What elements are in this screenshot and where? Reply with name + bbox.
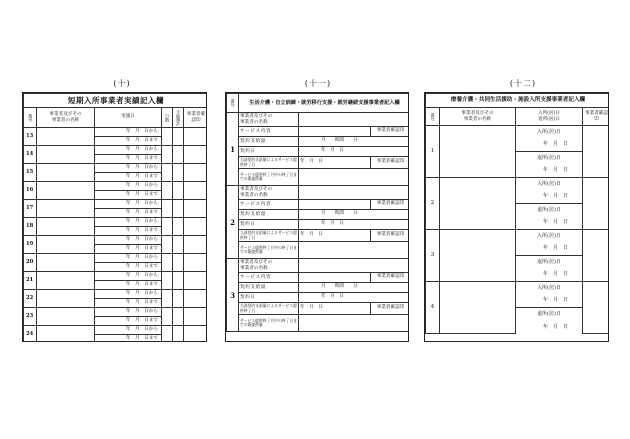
confirm-stamp-field[interactable] <box>583 282 610 334</box>
confirm-stamp-label: 事業者確認印 <box>371 127 410 137</box>
table-row <box>227 113 410 127</box>
col-header-provider: 事業者及びその 事業者の名称 <box>440 108 516 126</box>
table-row <box>227 242 410 259</box>
provider-name-field[interactable] <box>37 146 95 164</box>
confirm-stamp-label: 事業者確認印 <box>371 303 410 315</box>
days-field[interactable] <box>162 290 173 308</box>
table-row <box>227 315 410 332</box>
date-to-field[interactable]: 年 月 日まで <box>95 245 162 254</box>
table-row <box>24 164 208 173</box>
table-row <box>227 283 410 293</box>
table-row <box>24 200 208 209</box>
col-header-confirm: 事業者確認印 <box>583 108 610 126</box>
move-in-label: 入所(居)日 <box>516 126 583 139</box>
label-name: 事業者及びその 事業者の名称 <box>239 113 299 127</box>
table-row <box>426 282 610 295</box>
amount-field[interactable]: 月 時間 分 <box>299 283 410 293</box>
confirm-stamp-field[interactable] <box>184 128 208 146</box>
provider-name-field[interactable] <box>37 290 95 308</box>
confirm-stamp-field[interactable] <box>184 200 208 218</box>
total-field[interactable] <box>173 236 184 254</box>
confirm-stamp-label: 事業者確認印 <box>371 200 410 210</box>
service-field[interactable] <box>299 273 371 283</box>
table-row <box>227 186 410 200</box>
date-to-field[interactable]: 年 月 日まで <box>95 335 162 343</box>
provider-name-field[interactable] <box>440 178 516 230</box>
label-end-date: 当該契約支給量によるサービス提供終了日 <box>240 303 297 313</box>
move-in-label: 入所(居)日 <box>516 178 583 191</box>
table-row <box>227 127 410 137</box>
table-row <box>426 230 610 243</box>
label-amount: 契約支給量 <box>239 283 299 293</box>
entry-number: 1 <box>227 113 239 186</box>
provider-name-field[interactable] <box>37 164 95 182</box>
days-field[interactable] <box>162 236 173 254</box>
entry-number: 4 <box>426 282 440 334</box>
confirm-stamp-field[interactable] <box>184 326 208 343</box>
total-field[interactable] <box>173 218 184 236</box>
end-month-field[interactable] <box>299 242 410 259</box>
date-from-field[interactable]: 年 月 日から <box>95 182 162 191</box>
move-in-date-field[interactable]: 年 月 日 <box>516 295 583 308</box>
heading-12: (十二) <box>509 79 537 88</box>
days-field[interactable] <box>162 182 173 200</box>
name-field[interactable] <box>299 186 410 200</box>
short-stay-title: 短期入所事業者実績記入欄 <box>24 94 208 108</box>
col-header-days: 日数 <box>162 108 173 128</box>
date-to-field[interactable]: 年 月 日まで <box>95 209 162 218</box>
total-field[interactable] <box>173 326 184 343</box>
days-field[interactable] <box>162 128 173 146</box>
date-from-field[interactable]: 年 月 日から <box>95 200 162 209</box>
entry-number: 1 <box>426 126 440 178</box>
date-from-field[interactable]: 年 月 日から <box>95 326 162 335</box>
col-header-date: 実施日 <box>95 108 162 128</box>
table-row <box>24 236 208 245</box>
total-field[interactable] <box>173 164 184 182</box>
label-service: サービス内容 <box>239 127 299 137</box>
label-contract-date: 契約日 <box>239 147 299 157</box>
move-out-date-field[interactable]: 年 月 日 <box>516 269 583 282</box>
date-from-field[interactable]: 年 月 日から <box>95 308 162 317</box>
col-header-number: 番号 <box>24 108 37 128</box>
move-in-date-field[interactable]: 年 月 日 <box>516 243 583 256</box>
move-out-label: 退所(居)日 <box>516 256 583 269</box>
contract-date-field[interactable]: 年 月 日 <box>299 293 410 303</box>
col-header-number: 番号 <box>227 94 239 113</box>
provider-name-field[interactable] <box>37 272 95 290</box>
provider-name-field[interactable] <box>37 236 95 254</box>
date-from-field[interactable]: 年 月 日から <box>95 146 162 155</box>
name-field[interactable] <box>299 113 410 127</box>
label-end-date: 当該契約支給量によるサービス提供終了日 <box>240 157 297 167</box>
date-from-field[interactable]: 年 月 日から <box>95 164 162 173</box>
col-header-dates: 入所(居)日 退所(居)日 <box>516 108 583 126</box>
entry-number: 13 <box>24 128 37 146</box>
days-field[interactable] <box>162 164 173 182</box>
days-field[interactable] <box>162 200 173 218</box>
entry-number: 3 <box>426 230 440 282</box>
table-row <box>24 272 208 281</box>
days-field[interactable] <box>162 308 173 326</box>
move-in-label: 入所(居)日 <box>516 230 583 243</box>
end-date-field[interactable]: 年 月 日 <box>299 303 371 315</box>
provider-name-field[interactable] <box>37 254 95 272</box>
heading-11: (十一) <box>304 79 332 88</box>
entry-number: 15 <box>24 164 37 182</box>
entry-number: 18 <box>24 218 37 236</box>
table-row <box>426 178 610 191</box>
move-out-date-field[interactable]: 年 月 日 <box>516 217 583 230</box>
days-field[interactable] <box>162 218 173 236</box>
table-row <box>227 200 410 210</box>
residential-title: 療養介護・共同生活援助・施設入所支援事業者記入欄 <box>426 94 610 108</box>
contract-date-field[interactable]: 年 月 日 <box>299 220 410 230</box>
date-to-field[interactable]: 年 月 日まで <box>95 155 162 164</box>
label-service: サービス内容 <box>239 200 299 210</box>
entry-number: 3 <box>227 259 239 332</box>
total-field[interactable] <box>173 272 184 290</box>
confirm-stamp-field[interactable] <box>184 218 208 236</box>
entry-number: 2 <box>426 178 440 230</box>
days-field[interactable] <box>162 146 173 164</box>
move-in-date-field[interactable]: 年 月 日 <box>516 139 583 152</box>
table-row <box>227 169 410 186</box>
heading-10: (十) <box>113 79 131 88</box>
label-end-date: 当該契約支給量によるサービス提供終了日 <box>240 230 297 240</box>
confirm-stamp-field[interactable] <box>184 164 208 182</box>
table-row <box>227 293 410 303</box>
table-row <box>227 210 410 220</box>
table-row <box>24 146 208 155</box>
table-row <box>24 128 208 137</box>
date-to-field[interactable]: 年 月 日まで <box>95 263 162 272</box>
days-field[interactable] <box>162 272 173 290</box>
table-row <box>227 230 410 242</box>
col-header-confirm: 事業者確認印 <box>184 108 208 128</box>
label-name: 事業者及びその 事業者の名称 <box>239 186 299 200</box>
end-date-field[interactable]: 年 月 日 <box>299 230 371 242</box>
end-date-field[interactable]: 年 月 日 <box>299 157 371 169</box>
move-in-label: 入所(居)日 <box>516 282 583 295</box>
date-to-field[interactable]: 年 月 日まで <box>95 317 162 326</box>
table-row <box>227 259 410 273</box>
label-name: 事業者及びその 事業者の名称 <box>239 259 299 273</box>
entry-number: 16 <box>24 182 37 200</box>
total-field[interactable] <box>173 128 184 146</box>
date-from-field[interactable]: 年 月 日から <box>95 218 162 227</box>
entry-number: 19 <box>24 236 37 254</box>
entry-number: 23 <box>24 308 37 326</box>
date-to-field[interactable]: 年 月 日まで <box>95 137 162 146</box>
confirm-stamp-field[interactable] <box>184 290 208 308</box>
provider-name-field[interactable] <box>440 126 516 178</box>
date-from-field[interactable]: 年 月 日から <box>95 254 162 263</box>
table-row <box>227 220 410 230</box>
confirm-stamp-field[interactable] <box>583 178 610 230</box>
daytime-activity-title: 生活介護・自立訓練・就労移行支援・就労継続支援事業者記入欄 <box>239 94 410 113</box>
move-out-date-field[interactable]: 年 月 日 <box>516 165 583 178</box>
table-row <box>227 157 410 169</box>
days-field[interactable] <box>162 326 173 343</box>
label-amount: 契約支給量 <box>239 210 299 220</box>
label-end-month: サービス提供終了月中の終了日までの既提供量 <box>239 169 299 186</box>
confirm-stamp-field[interactable] <box>583 230 610 282</box>
total-field[interactable] <box>173 308 184 326</box>
table-row <box>227 303 410 315</box>
entry-number: 22 <box>24 290 37 308</box>
date-from-field[interactable]: 年 月 日から <box>95 272 162 281</box>
residential-panel <box>424 92 609 342</box>
provider-name-field[interactable] <box>440 230 516 282</box>
confirm-stamp-field[interactable] <box>184 146 208 164</box>
provider-name-field[interactable] <box>37 308 95 326</box>
confirm-stamp-label: 事業者確認印 <box>371 273 410 283</box>
table-row <box>24 308 208 317</box>
date-to-field[interactable]: 年 月 日まで <box>95 191 162 200</box>
confirm-stamp-field[interactable] <box>583 126 610 178</box>
date-to-field[interactable]: 年 月 日まで <box>95 227 162 236</box>
provider-name-field[interactable] <box>37 200 95 218</box>
confirm-stamp-label: 事業者確認印 <box>371 157 410 169</box>
confirm-stamp-label: 事業者確認印 <box>371 230 410 242</box>
label-end-month: サービス提供終了月中の終了日までの既提供量 <box>239 242 299 259</box>
provider-name-field[interactable] <box>440 282 516 334</box>
provider-name-field[interactable] <box>37 128 95 146</box>
table-row <box>227 137 410 147</box>
table-row <box>227 273 410 283</box>
move-out-label: 退所(居)日 <box>516 308 583 321</box>
confirm-stamp-field[interactable] <box>184 272 208 290</box>
date-from-field[interactable]: 年 月 日から <box>95 236 162 245</box>
date-from-field[interactable]: 年 月 日から <box>95 128 162 137</box>
col-header-total: 支給量計 <box>173 108 184 128</box>
confirm-stamp-field[interactable] <box>184 254 208 272</box>
confirm-stamp-field[interactable] <box>184 182 208 200</box>
entry-number: 24 <box>24 326 37 343</box>
name-field[interactable] <box>299 259 410 273</box>
entry-number: 14 <box>24 146 37 164</box>
confirm-stamp-field[interactable] <box>184 308 208 326</box>
total-field[interactable] <box>173 182 184 200</box>
entry-number: 20 <box>24 254 37 272</box>
days-field[interactable] <box>162 254 173 272</box>
provider-name-field[interactable] <box>37 182 95 200</box>
confirm-stamp-field[interactable] <box>184 236 208 254</box>
total-field[interactable] <box>173 290 184 308</box>
entry-number: 21 <box>24 272 37 290</box>
move-out-label: 退所(居)日 <box>516 152 583 165</box>
entry-number: 2 <box>227 186 239 259</box>
contract-date-field[interactable]: 年 月 日 <box>299 147 410 157</box>
amount-field[interactable]: 月 時間 分 <box>299 137 410 147</box>
date-to-field[interactable]: 年 月 日まで <box>95 173 162 182</box>
end-month-field[interactable] <box>299 169 410 186</box>
total-field[interactable] <box>173 146 184 164</box>
total-field[interactable] <box>173 200 184 218</box>
move-out-date-field[interactable]: 年 月 日 <box>516 321 583 334</box>
provider-name-field[interactable] <box>37 218 95 236</box>
move-in-date-field[interactable]: 年 月 日 <box>516 191 583 204</box>
table-row <box>24 218 208 227</box>
date-to-field[interactable]: 年 月 日まで <box>95 299 162 308</box>
service-field[interactable] <box>299 127 371 137</box>
end-month-field[interactable] <box>299 315 410 332</box>
service-field[interactable] <box>299 200 371 210</box>
label-contract-date: 契約日 <box>239 220 299 230</box>
label-end-month: サービス提供終了月中の終了日までの既提供量 <box>239 315 299 332</box>
col-header-provider: 事業者及びその 事業者の名称 <box>37 108 95 128</box>
entry-number: 17 <box>24 200 37 218</box>
label-service: サービス内容 <box>239 273 299 283</box>
table-row <box>24 254 208 263</box>
table-row <box>227 147 410 157</box>
label-contract-date: 契約日 <box>239 293 299 303</box>
provider-name-field[interactable] <box>37 326 95 343</box>
table-row <box>426 126 610 139</box>
date-to-field[interactable]: 年 月 日まで <box>95 281 162 290</box>
amount-field[interactable]: 月 時間 分 <box>299 210 410 220</box>
label-amount: 契約支給量 <box>239 137 299 147</box>
short-stay-panel <box>22 92 207 342</box>
table-row <box>24 290 208 299</box>
date-from-field[interactable]: 年 月 日から <box>95 290 162 299</box>
table-row <box>24 182 208 191</box>
move-out-label: 退所(居)日 <box>516 204 583 217</box>
total-field[interactable] <box>173 254 184 272</box>
table-row <box>24 326 208 335</box>
col-header-number: 番号 <box>426 108 440 126</box>
daytime-activity-panel <box>225 92 409 342</box>
